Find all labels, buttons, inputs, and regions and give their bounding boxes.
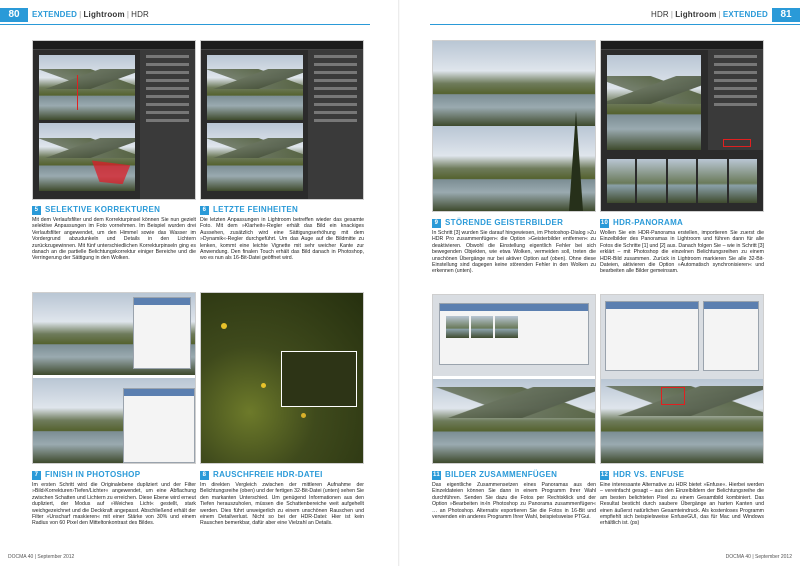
photo-noise-free-comparison	[200, 292, 364, 464]
header-kicker: EXTENDED	[722, 10, 768, 19]
screenshot-selective-corrections	[32, 40, 196, 200]
section-11	[432, 470, 596, 520]
step-number: 11	[433, 471, 440, 478]
screenshot-finish-photoshop	[32, 292, 196, 464]
step-number: 9	[432, 219, 441, 228]
section-title: LETZTE FEINHEITEN	[213, 205, 299, 214]
section-5	[32, 205, 196, 262]
section-body: Eine interessante Alternative zu HDR bietet »Enfuse«. Hierbei werden – vereinfacht gesagt – aus den Einzelbildern der Belichtungsreihe die am besten belichteten Pixel zu einem Gesamtbild kombiniert. Das Resultat besticht durch saubere Übergänge an harten Kanten und einen äußerst natürlichen Gesamteindruck. Als kostenloses Programm empfiehlt sich beispielsweise EnfuseGUI, das für Mac und Windows erhältlich ist. (ps)	[600, 482, 764, 527]
header-topic: HDR	[650, 10, 669, 19]
page-number-right: 81	[772, 8, 800, 22]
header-rule	[430, 24, 800, 25]
page-number-left: 80	[0, 8, 28, 22]
screenshot-hdr-vs-enfuse	[600, 294, 764, 464]
section-title: BILDER ZUSAMMENFÜGEN	[445, 470, 558, 479]
section-body: Die letzten Anpassungen in Lightroom betreffen wieder das gesamte Foto. Mit dem »Klarheit«-Regler erhält das Bild ein knackiges Aussehen, zusätzlich wird eine Sättigungserhöhung mit dem »Dynamik«-Regler durchgeführt. Um das Auge auf die Bildmitte zu lenken, kommt eine leichte Vignette mit sehr weicher Kante zur Anwendung. Den finalen Touch erhält das Bild danach in Photoshop, wo es nun als 16-Bit-Datei geöffnet wird.	[200, 217, 364, 262]
section-title: FINISH IN PHOTOSHOP	[45, 470, 141, 479]
footer-right: DOCMA 40 | September 2012	[725, 554, 792, 560]
header-rule	[0, 24, 370, 25]
section-body: Im ersten Schritt wird die Originalebene dupliziert und der Filter »Bild›Korrekturen›Tiefen/Lichter« angewendet, um eine Abflachung zwischen Schatten und Lichtern zu erreichen. Diese Ebene wird erneut dupliziert, der Modus auf »Weiches Licht« gestellt, stark weichgezeichnet und die Deckkraft angepasst. Abschließend erhält der Filter »Unscharf maskieren« mit einer Stärke von 30% und einem Radius von 60 Pixel den Mitteltonkontrast des Bildes.	[32, 482, 196, 527]
photo-ghosting-comparison	[432, 40, 596, 212]
step-number: 8	[200, 471, 209, 480]
section-body: In Schritt [3] wurden Sie darauf hingewiesen, im Photoshop-Dialog »Zu HDR Pro zusammenfügen« die Option »Geisterbilder entfernen« zu deaktivieren. Obwohl die Einstellung eigentlich Fehler bei sich bewegenden Objekten, wie etwa Wolken, vermeiden soll, treten die unschönen Übergänge nur bei aktiver Option auf (oben). Ohne diese Einstellung sind dagegen keine störenden Fehler in den Wolken zu erkennen (unten).	[432, 230, 596, 275]
screenshot-hdr-panorama	[600, 40, 764, 212]
step-number: 12	[600, 471, 609, 478]
section-body: Mit dem Verlaufsfilter und dem Korrekturpinsel können Sie nun gezielt selektive Anpassungen im Foto vornehmen. Im Beispiel wurden drei Verlaufsfilter angewendet, um den Himmel sowie das Wasser im Vordergrund abzudunkeln und Details in den Lichtern zurückzugewinnen. Mit fünf unterschiedlichen Korrekturpinseln ging es danach an die partielle Belichtungskorrektur einiger Bereiche und die Verringerung der Sättigung in den Wolken.	[32, 217, 196, 262]
header-topic: HDR	[131, 10, 150, 19]
section-title: STÖRENDE GEISTERBILDER	[445, 218, 564, 227]
section-9	[432, 218, 596, 275]
section-10	[600, 218, 764, 275]
section-6	[200, 205, 364, 262]
header-section: Lightroom	[83, 10, 125, 19]
running-header-right: HDR | Lightroom | EXTENDED	[650, 10, 768, 19]
header-kicker: EXTENDED	[32, 10, 78, 19]
header-section: Lightroom	[675, 10, 717, 19]
section-title: SELEKTIVE KORREKTUREN	[45, 205, 161, 214]
section-body: Im direkten Vergleich zwischen der mittleren Aufnahme der Belichtungsreihe (oben) und der fertigen 32-Bit-Datei (unten) sehen Sie den markanten Unterschied. Um genügend Informationen aus den Tiefen herauszuholen, müssen die Schattenbereiche weit aufgehellt werden. Dies führt unweigerlich zu einem unschönen Rauschen und einem Detailverlust. Nicht so bei der HDR-Datei: Hier ist kein Rauschen bemerkbar, dafür aber eine Vielzahl an Details.	[200, 482, 364, 527]
section-body: Wollen Sie ein HDR-Panorama erstellen, importieren Sie zuerst die Einzelbilder des Panoramas in Lightroom und führen dann für alle Fotos die Schritte [1] und [2] aus. Danach folgen Sie – wie in Schritt [3] erklärt – mit Photoshop die einzelnen Belichtungsreihen zu einem HDR-Bild zusammen. Zurück in Lightroom markieren Sie alle 32-Bit-Dateien, aktivieren die Option »Automatisch synchronisieren« und bearbeiten alle Bilder gemeinsam.	[600, 230, 764, 275]
running-header-left: EXTENDED | Lightroom | HDR	[32, 10, 150, 19]
screenshot-final-details	[200, 40, 364, 200]
section-title: HDR-PANORAMA	[613, 218, 684, 227]
section-body: Das eigentliche Zusammensetzen eines Panoramas aus den Einzeldateien können Sie dann in einem Programm Ihrer Wahl durchführen. Senden Sie dazu die Fotos per Rechtsklick und der Option »Bearbeiten in›In Photoshop zu Panorama zusammenfügen« … an Photoshop. Alternativ exportieren Sie die Fotos in 16-Bit und verwenden ein anderes Programm Ihrer Wahl, beispielsweise PTGui.	[432, 482, 596, 521]
screenshot-merge-images	[432, 294, 596, 464]
step-number: 10	[600, 219, 609, 226]
step-number: 6	[200, 206, 209, 215]
section-title: HDR VS. ENFUSE	[613, 470, 685, 479]
step-number: 7	[32, 471, 41, 480]
right-page	[400, 0, 800, 566]
section-12	[600, 470, 764, 527]
section-8	[200, 470, 364, 527]
footer-left: DOCMA 40 | September 2012	[8, 554, 75, 560]
section-title: RAUSCHFREIE HDR-DATEI	[213, 470, 323, 479]
section-7	[32, 470, 196, 527]
step-number: 5	[32, 206, 41, 215]
